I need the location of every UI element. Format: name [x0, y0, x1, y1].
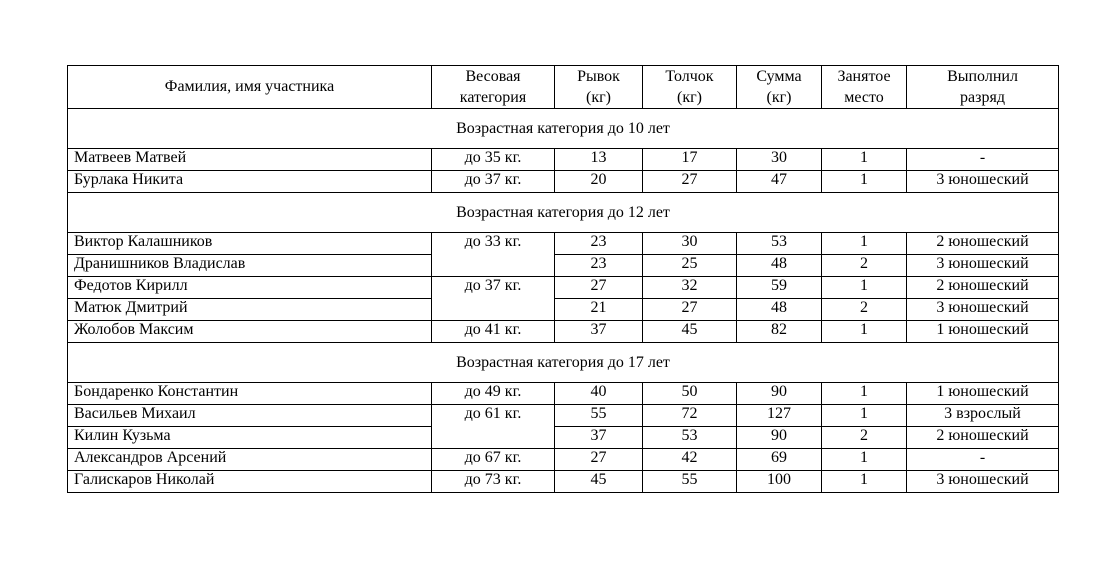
- place-value: 1: [822, 171, 907, 193]
- snatch-value: 27: [555, 449, 643, 471]
- rank-value: 2 юношеский: [907, 427, 1059, 449]
- header-weight-line2: категория: [459, 89, 527, 106]
- participant-name: Дранишников Владислав: [68, 255, 432, 277]
- total-value: 30: [737, 149, 822, 171]
- participant-name: Матвеев Матвей: [68, 149, 432, 171]
- table-row: [68, 255, 1059, 277]
- header-row: [68, 66, 1059, 109]
- weight-category: до 67 кг.: [432, 449, 555, 471]
- group-title-row: [68, 193, 1059, 233]
- participant-name: Галискаров Николай: [68, 471, 432, 493]
- snatch-value: 23: [555, 255, 643, 277]
- total-value: 48: [737, 299, 822, 321]
- header-snatch: [555, 66, 643, 109]
- clean-jerk-value: 27: [643, 299, 737, 321]
- results-table-body: [68, 66, 1059, 493]
- header-clean-jerk-line2: (кг): [677, 89, 702, 106]
- participant-name: Васильев Михаил: [68, 405, 432, 427]
- participant-name: Александров Арсений: [68, 449, 432, 471]
- clean-jerk-value: 32: [643, 277, 737, 299]
- header-clean-jerk: [643, 66, 737, 109]
- place-value: 1: [822, 449, 907, 471]
- header-rank: [907, 66, 1059, 109]
- snatch-value: 37: [555, 427, 643, 449]
- total-value: 127: [737, 405, 822, 427]
- table-row: [68, 449, 1059, 471]
- participant-name: Бурлака Никита: [68, 171, 432, 193]
- rank-value: 2 юношеский: [907, 233, 1059, 255]
- rank-value: 1 юношеский: [907, 321, 1059, 343]
- clean-jerk-value: 72: [643, 405, 737, 427]
- table-row: [68, 321, 1059, 343]
- total-value: 90: [737, 383, 822, 405]
- header-clean-jerk-line1: Толчок: [665, 68, 714, 85]
- snatch-value: 27: [555, 277, 643, 299]
- group-title-row: [68, 343, 1059, 383]
- weight-category: до 61 кг.: [432, 405, 555, 449]
- clean-jerk-value: 42: [643, 449, 737, 471]
- total-value: 100: [737, 471, 822, 493]
- results-table: [67, 65, 1059, 493]
- table-row: [68, 427, 1059, 449]
- clean-jerk-value: 17: [643, 149, 737, 171]
- clean-jerk-value: 30: [643, 233, 737, 255]
- total-value: 53: [737, 233, 822, 255]
- rank-value: 3 юношеский: [907, 255, 1059, 277]
- rank-value: 2 юношеский: [907, 277, 1059, 299]
- weight-category: до 49 кг.: [432, 383, 555, 405]
- group-title: Возрастная категория до 10 лет: [68, 109, 1059, 149]
- group-title: Возрастная категория до 12 лет: [68, 193, 1059, 233]
- clean-jerk-value: 50: [643, 383, 737, 405]
- weight-category: до 35 кг.: [432, 149, 555, 171]
- snatch-value: 13: [555, 149, 643, 171]
- weight-category: до 33 кг.: [432, 233, 555, 277]
- rank-value: -: [907, 449, 1059, 471]
- total-value: 48: [737, 255, 822, 277]
- place-value: 1: [822, 405, 907, 427]
- rank-value: 3 юношеский: [907, 299, 1059, 321]
- header-total-line1: Сумма: [756, 68, 802, 85]
- total-value: 59: [737, 277, 822, 299]
- participant-name: Матюк Дмитрий: [68, 299, 432, 321]
- total-value: 47: [737, 171, 822, 193]
- group-title-row: [68, 109, 1059, 149]
- table-row: [68, 383, 1059, 405]
- header-snatch-line1: Рывок: [577, 68, 620, 85]
- place-value: 1: [822, 383, 907, 405]
- table-row: [68, 405, 1059, 427]
- clean-jerk-value: 55: [643, 471, 737, 493]
- place-value: 2: [822, 299, 907, 321]
- weight-category: до 41 кг.: [432, 321, 555, 343]
- place-value: 1: [822, 233, 907, 255]
- weight-category: до 37 кг.: [432, 277, 555, 321]
- participant-name: Килин Кузьма: [68, 427, 432, 449]
- place-value: 1: [822, 321, 907, 343]
- clean-jerk-value: 45: [643, 321, 737, 343]
- total-value: 82: [737, 321, 822, 343]
- rank-value: 3 юношеский: [907, 471, 1059, 493]
- participant-name: Жолобов Максим: [68, 321, 432, 343]
- snatch-value: 21: [555, 299, 643, 321]
- snatch-value: 23: [555, 233, 643, 255]
- table-row: [68, 233, 1059, 255]
- table-row: [68, 277, 1059, 299]
- participant-name: Бондаренко Константин: [68, 383, 432, 405]
- total-value: 69: [737, 449, 822, 471]
- place-value: 1: [822, 277, 907, 299]
- header-weight: [432, 66, 555, 109]
- header-weight-line1: Весовая: [465, 68, 521, 85]
- weight-category: до 37 кг.: [432, 171, 555, 193]
- rank-value: -: [907, 149, 1059, 171]
- total-value: 90: [737, 427, 822, 449]
- header-snatch-line2: (кг): [586, 89, 611, 106]
- header-place-line2: место: [844, 89, 884, 106]
- header-name: [68, 66, 432, 109]
- participant-name: Виктор Калашников: [68, 233, 432, 255]
- header-total: [737, 66, 822, 109]
- group-title: Возрастная категория до 17 лет: [68, 343, 1059, 383]
- weight-category: до 73 кг.: [432, 471, 555, 493]
- snatch-value: 55: [555, 405, 643, 427]
- header-total-line2: (кг): [766, 89, 792, 106]
- table-row: [68, 149, 1059, 171]
- table-row: [68, 171, 1059, 193]
- rank-value: 1 юношеский: [907, 383, 1059, 405]
- snatch-value: 37: [555, 321, 643, 343]
- clean-jerk-value: 53: [643, 427, 737, 449]
- participant-name: Федотов Кирилл: [68, 277, 432, 299]
- header-name-text: Фамилия, имя участника: [164, 78, 335, 95]
- place-value: 2: [822, 427, 907, 449]
- header-rank-line2: разряд: [960, 89, 1005, 106]
- clean-jerk-value: 27: [643, 171, 737, 193]
- header-rank-line1: Выполнил: [947, 68, 1018, 85]
- snatch-value: 20: [555, 171, 643, 193]
- snatch-value: 45: [555, 471, 643, 493]
- snatch-value: 40: [555, 383, 643, 405]
- clean-jerk-value: 25: [643, 255, 737, 277]
- place-value: 2: [822, 255, 907, 277]
- place-value: 1: [822, 149, 907, 171]
- rank-value: 3 взрослый: [907, 405, 1059, 427]
- place-value: 1: [822, 471, 907, 493]
- rank-value: 3 юношеский: [907, 171, 1059, 193]
- table-row: [68, 299, 1059, 321]
- table-row: [68, 471, 1059, 493]
- header-place: [822, 66, 907, 109]
- header-place-line1: Занятое: [837, 68, 891, 85]
